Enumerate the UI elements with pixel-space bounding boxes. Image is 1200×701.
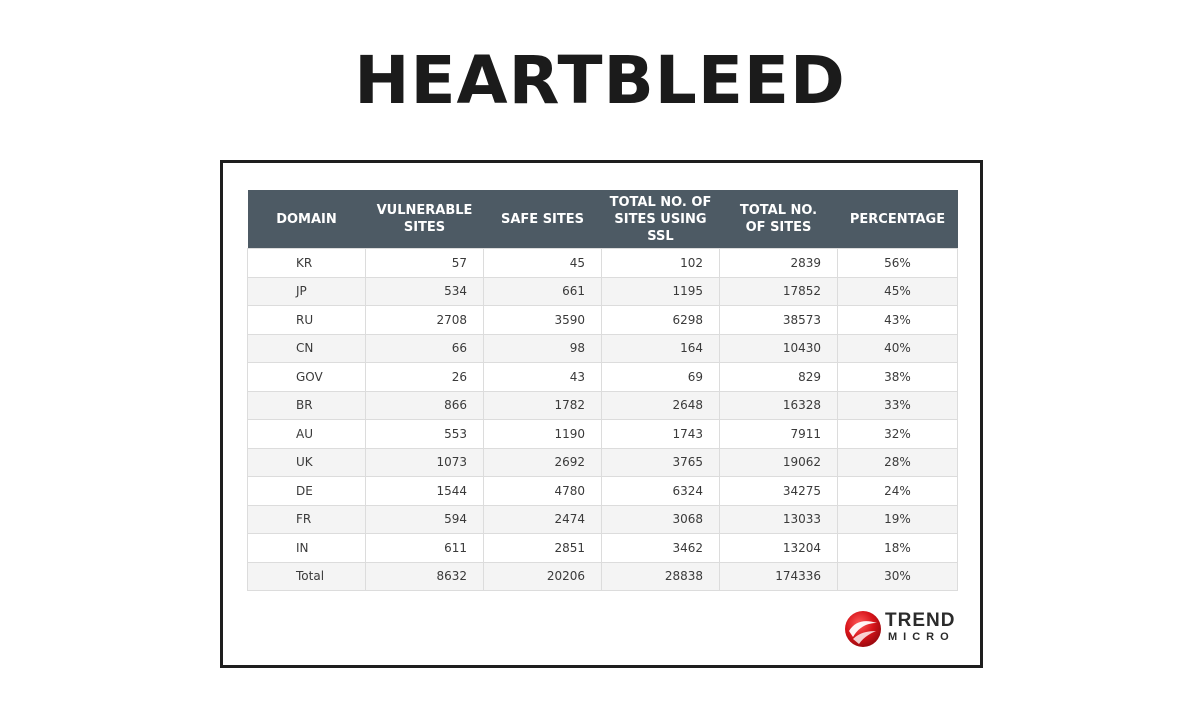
table-header	[248, 190, 958, 249]
cell-total-ssl-sites: 6298	[602, 306, 720, 335]
cell-total-sites: 16328	[720, 391, 838, 420]
cell-total-ssl-sites: 2648	[602, 391, 720, 420]
cell-safe-sites: 98	[484, 334, 602, 363]
cell-safe-sites: 20206	[484, 562, 602, 591]
cell-total-ssl-sites: 1195	[602, 277, 720, 306]
cell-vulnerable-sites: 1544	[366, 477, 484, 506]
data-table	[247, 190, 958, 591]
cell-vulnerable-sites: 611	[366, 534, 484, 563]
cell-vulnerable-sites: 26	[366, 363, 484, 392]
cell-domain: GOV	[248, 363, 366, 392]
column-header-percentage: PERCENTAGE	[838, 190, 958, 249]
cell-vulnerable-sites: 534	[366, 277, 484, 306]
table-row	[248, 420, 958, 449]
cell-domain: BR	[248, 391, 366, 420]
cell-total-ssl-sites: 69	[602, 363, 720, 392]
cell-vulnerable-sites: 594	[366, 505, 484, 534]
cell-total-sites: 17852	[720, 277, 838, 306]
cell-percentage: 32%	[838, 420, 958, 449]
cell-domain: UK	[248, 448, 366, 477]
cell-vulnerable-sites: 866	[366, 391, 484, 420]
cell-safe-sites: 1190	[484, 420, 602, 449]
cell-vulnerable-sites: 1073	[366, 448, 484, 477]
cell-total-sites: 19062	[720, 448, 838, 477]
cell-total-sites: 174336	[720, 562, 838, 591]
cell-total-ssl-sites: 6324	[602, 477, 720, 506]
cell-vulnerable-sites: 553	[366, 420, 484, 449]
cell-total-sites: 2839	[720, 249, 838, 278]
cell-vulnerable-sites: 57	[366, 249, 484, 278]
column-header-total-ssl-sites: TOTAL NO. OF SITES USING SSL	[602, 190, 720, 249]
cell-domain: CN	[248, 334, 366, 363]
cell-total-sites: 7911	[720, 420, 838, 449]
cell-safe-sites: 1782	[484, 391, 602, 420]
cell-total-ssl-sites: 3765	[602, 448, 720, 477]
cell-domain: IN	[248, 534, 366, 563]
cell-percentage: 30%	[838, 562, 958, 591]
table-body	[248, 249, 958, 591]
cell-safe-sites: 2474	[484, 505, 602, 534]
cell-total-ssl-sites: 1743	[602, 420, 720, 449]
table-row	[248, 277, 958, 306]
cell-safe-sites: 3590	[484, 306, 602, 335]
cell-vulnerable-sites: 2708	[366, 306, 484, 335]
cell-domain: KR	[248, 249, 366, 278]
cell-total-ssl-sites: 102	[602, 249, 720, 278]
cell-safe-sites: 2851	[484, 534, 602, 563]
page-title: HEARTBLEED	[354, 42, 846, 119]
column-header-vulnerable-sites: VULNERABLE SITES	[366, 190, 484, 249]
column-header-total-sites: TOTAL NO. OF SITES	[720, 190, 838, 249]
table-row	[248, 448, 958, 477]
logo-text	[885, 611, 955, 643]
cell-percentage: 43%	[838, 306, 958, 335]
cell-total-ssl-sites: 3462	[602, 534, 720, 563]
cell-domain: RU	[248, 306, 366, 335]
cell-safe-sites: 45	[484, 249, 602, 278]
table-row	[248, 363, 958, 392]
table-row	[248, 391, 958, 420]
cell-domain: DE	[248, 477, 366, 506]
logo-word-trend: TREND	[885, 610, 956, 631]
table-row	[248, 334, 958, 363]
trend-micro-logo-icon	[843, 609, 883, 649]
cell-total-sites: 13204	[720, 534, 838, 563]
cell-safe-sites: 4780	[484, 477, 602, 506]
cell-percentage: 18%	[838, 534, 958, 563]
cell-vulnerable-sites: 66	[366, 334, 484, 363]
cell-domain: Total	[248, 562, 366, 591]
table-row	[248, 534, 958, 563]
table-row	[248, 505, 958, 534]
cell-total-sites: 829	[720, 363, 838, 392]
logo-word-micro: MICRO	[888, 631, 955, 643]
cell-percentage: 38%	[838, 363, 958, 392]
table-frame	[220, 160, 983, 668]
cell-safe-sites: 661	[484, 277, 602, 306]
cell-domain: JP	[248, 277, 366, 306]
cell-percentage: 56%	[838, 249, 958, 278]
column-header-safe-sites: SAFE SITES	[484, 190, 602, 249]
cell-total-sites: 38573	[720, 306, 838, 335]
cell-vulnerable-sites: 8632	[366, 562, 484, 591]
cell-total-sites: 34275	[720, 477, 838, 506]
table-row	[248, 562, 958, 591]
trend-micro-logo	[843, 607, 963, 651]
table-row	[248, 477, 958, 506]
cell-total-ssl-sites: 164	[602, 334, 720, 363]
cell-total-sites: 13033	[720, 505, 838, 534]
cell-domain: AU	[248, 420, 366, 449]
cell-percentage: 33%	[838, 391, 958, 420]
cell-total-ssl-sites: 3068	[602, 505, 720, 534]
header-row	[248, 190, 958, 249]
cell-percentage: 24%	[838, 477, 958, 506]
cell-total-sites: 10430	[720, 334, 838, 363]
cell-percentage: 28%	[838, 448, 958, 477]
table-row	[248, 249, 958, 278]
cell-percentage: 45%	[838, 277, 958, 306]
cell-total-ssl-sites: 28838	[602, 562, 720, 591]
column-header-domain: DOMAIN	[248, 190, 366, 249]
table-row	[248, 306, 958, 335]
cell-percentage: 40%	[838, 334, 958, 363]
cell-safe-sites: 2692	[484, 448, 602, 477]
cell-domain: FR	[248, 505, 366, 534]
cell-percentage: 19%	[838, 505, 958, 534]
cell-safe-sites: 43	[484, 363, 602, 392]
